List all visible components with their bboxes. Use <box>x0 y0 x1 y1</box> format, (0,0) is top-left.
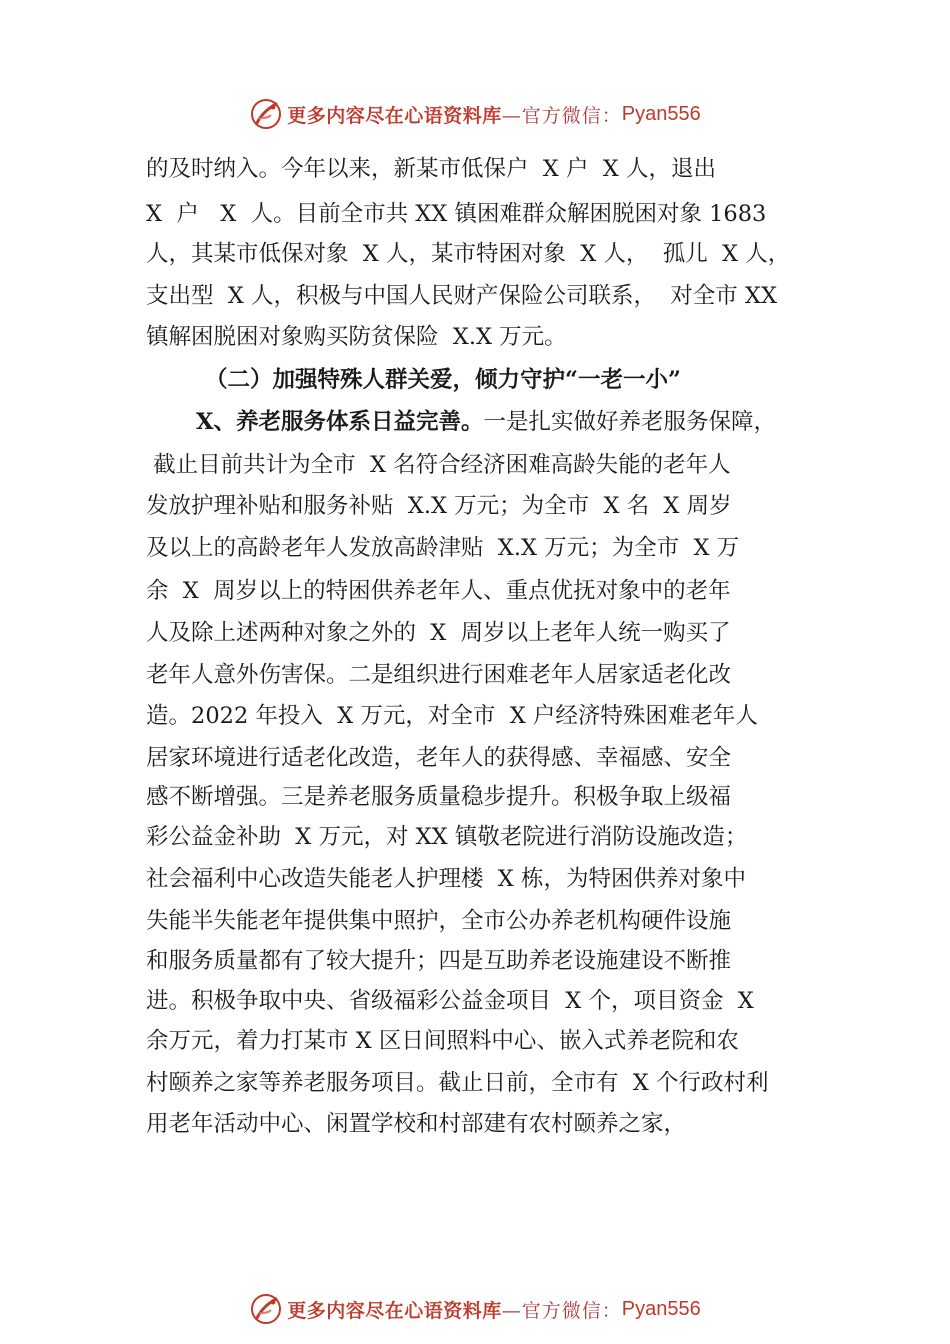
banner-wechat-id: Pyan556 <box>621 1297 701 1320</box>
banner-main-text: 更多内容尽在心语资料库 <box>287 1299 502 1322</box>
p1-line: X 户 X 人。目前全市共 XX 镇困难群众解困脱困对象 1683 <box>146 201 767 227</box>
p1-line: 镇解困脱困对象购买防贫保险 X.X 万元。 <box>146 324 567 350</box>
p2-line: 居家环境进行适老化改造，老年人的获得感、幸福感、安全 <box>146 745 732 771</box>
p2-line: 彩公益金补助 X 万元，对 XX 镇敬老院进行消防设施改造； <box>146 824 748 850</box>
p2-line: 及以上的高龄老年人发放高龄津贴 X.X 万元；为全市 X 万 <box>146 535 740 561</box>
banner-sub-text: —官方微信： <box>501 1299 622 1322</box>
p2-line: 造。2022 年投入 X 万元，对全市 X 户经济特殊困难老年人 <box>146 703 758 729</box>
banner-wechat-id: Pyan556 <box>621 102 701 125</box>
p2-line: 用老年活动中心、闲置学校和村部建有农村颐养之家， <box>146 1111 687 1137</box>
brush-logo-icon <box>249 97 283 131</box>
p2-line: 余 X 周岁以上的特困供养老年人、重点优抚对象中的老年 <box>146 578 731 604</box>
banner-main-text: 更多内容尽在心语资料库 <box>287 104 502 127</box>
p2-first-rest: 一是扎实做好养老服务保障， <box>483 409 776 435</box>
p2-line: 截止目前共计为全市 X 名符合经济困难高龄失能的老年人 <box>146 452 731 478</box>
brush-logo-icon <box>249 1292 283 1326</box>
p2-line: 人及除上述两种对象之外的 X 周岁以上老年人统一购买了 <box>146 620 731 646</box>
p2-line: 失能半失能老年提供集中照护，全市公办养老机构硬件设施 <box>146 908 732 934</box>
p1-line: 人，其某市低保对象 X 人，某市特困对象 X 人， 孤儿 X 人， <box>146 241 791 267</box>
p1-line: 的及时纳入。今年以来，新某市低保户 X 户 X 人，退出 <box>146 156 716 182</box>
p2-line: 村颐养之家等养老服务项目。截止日前，全市有 X 个行政村利 <box>146 1070 769 1096</box>
p2-first-line <box>196 407 776 437</box>
p2-line: 感不断增强。三是养老服务质量稳步提升。积极争取上级福 <box>146 784 732 810</box>
p2-line: 进。积极争取中央、省级福彩公益金项目 X 个，项目资金 X <box>146 988 754 1014</box>
p2-lead-bold: X、养老服务体系日益完善。 <box>196 409 484 435</box>
p2-line: 老年人意外伤害保。二是组织进行困难老年人居家适老化改 <box>146 662 732 688</box>
footer-banner <box>0 1289 950 1329</box>
p2-line: 发放护理补贴和服务补贴 X.X 万元；为全市 X 名 X 周岁 <box>146 493 732 519</box>
banner-sub-text: —官方微信： <box>501 104 622 127</box>
p2-line: 和服务质量都有了较大提升；四是互助养老设施建设不断推 <box>146 948 732 974</box>
header-banner <box>0 94 950 134</box>
p2-line: 余万元，着力打某市 X 区日间照料中心、嵌入式养老院和农 <box>146 1028 739 1054</box>
p1-line: 支出型 X 人，积极与中国人民财产保险公司联系， 对全市 XX <box>146 283 777 309</box>
section-heading: （二）加强特殊人群关爱，倾力守护“一老一小” <box>205 367 681 393</box>
p2-line: 社会福利中心改造失能老人护理楼 X 栋，为特困供养对象中 <box>146 866 746 892</box>
